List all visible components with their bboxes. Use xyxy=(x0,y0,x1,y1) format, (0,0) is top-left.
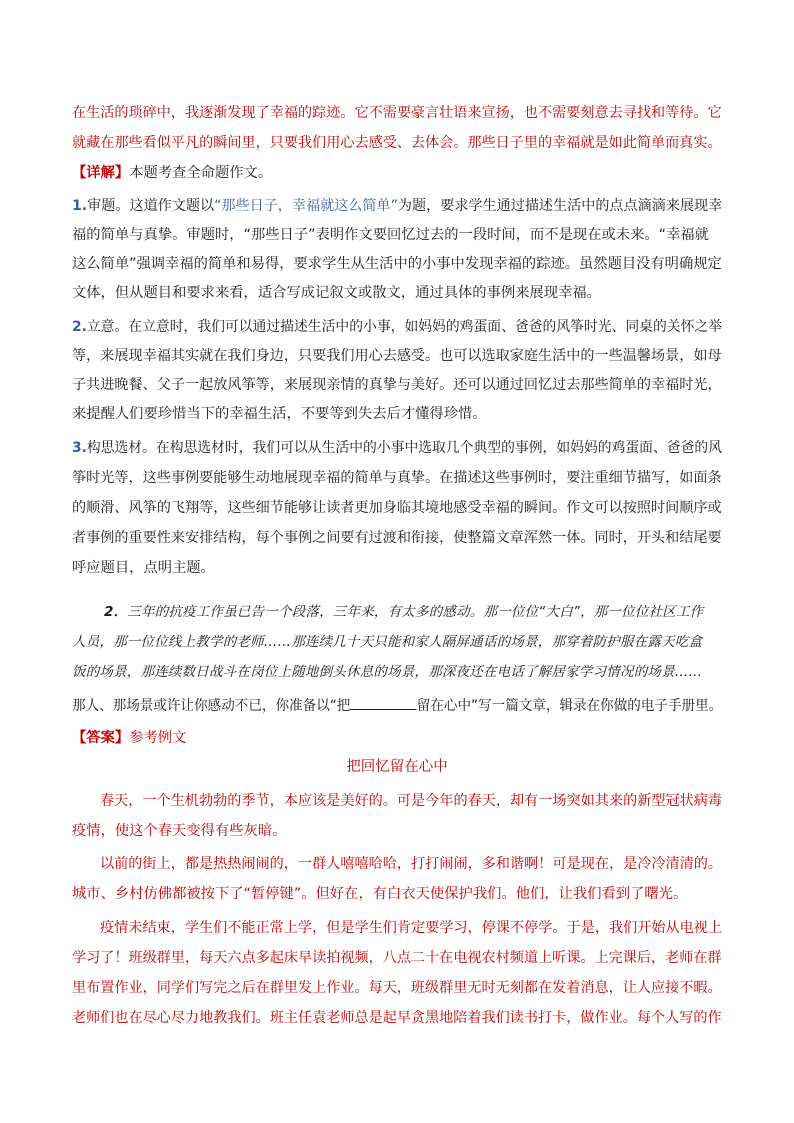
essay-p2-line-2: 城市、乡村仿佛都被按下了“暂停键”。但好在，有白衣天使保护我们。他们，让我们看到了曙光。 xyxy=(72,886,688,902)
essay-p2-line-1: 以前的街上，都是热热闹闹的，一群人嘻嘻哈哈，打打闹闹，多和谐啊！可是现在，是冷冷清清的。 xyxy=(100,856,723,872)
point2-line-4: 来提醒人们要珍惜当下的幸福生活，不要等到失去后才懂得珍惜。 xyxy=(72,406,487,422)
essay-p1-line-1: 春天，一个生机勃勃的季节，本应该是美好的。可是今年的春天，却有一场突如其来的新型冠状病毒 xyxy=(100,793,723,809)
point3-line-4: 者事例的重要性来安排结构，每个事例之间要有过渡和衔接，使整篇文章浑然一体。同时，开头和结尾要 xyxy=(72,530,722,546)
answer-section xyxy=(72,728,186,748)
answer-text: 参考例文 xyxy=(129,730,187,746)
point3-line-2: 筝时光等，这些事例要能够生动地展现幸福的简单与真挚。在描述这些事例时，要注重细节描写，如面条 xyxy=(72,470,722,486)
essay-p3-line-4: 老师们也在尽心尽力地教我们。班主任袁老师总是起早贪黑地陪着我们读书打卡，做作业。每个人写的作 xyxy=(72,1010,722,1026)
fill-in-blank xyxy=(350,695,416,710)
essay-p1-line-2: 疫情，使这个春天变得有些灰暗。 xyxy=(72,823,287,839)
answer-tag: 【答案】 xyxy=(72,730,130,746)
essay-p3-line-1: 疫情未结束，学生们不能正常上学，但是学生们肯定要学习，停课不停学。于是，我们开始从电视上 xyxy=(100,920,723,936)
essay-title: 把回忆留在心中 xyxy=(346,759,448,775)
point2-number: 2. xyxy=(72,319,87,335)
detail-tag: 【详解】 xyxy=(72,165,130,181)
intro-line-1: 在生活的琐碎中，我逐渐发现了幸福的踪迹。它不需要豪言壮语来宣扬，也不需要刻意去寻找和等待。它 xyxy=(72,105,722,121)
question2-line-4 xyxy=(72,695,722,716)
point3-text-1: 构思选材。在构思选材时，我们可以从生活中的小事中选取几个典型的事例，如妈妈的鸡蛋面、爸爸的风 xyxy=(86,440,723,456)
point2-line-1 xyxy=(72,317,722,337)
point3-line-1 xyxy=(72,438,722,458)
detail-text: 本题考查全命题作文。 xyxy=(129,165,273,181)
intro-line-2: 就藏在那些看似平凡的瞬间里，只要我们用心去感受、去体会。那些日子里的幸福就是如此简单而真实。 xyxy=(72,135,722,151)
point1-quote: “那些日子，幸福就这么简单” xyxy=(214,198,398,214)
point2-line-2: 等，来展现幸福其实就在我们身边，只要我们用心去感受。也可以选取家庭生活中的一些温馨场景，如母 xyxy=(72,348,722,364)
essay-p3-line-2: 学习了！班级群里，每天六点多起床早读拍视频，八点二十在电视农村频道上听课。上完课后，老师在群 xyxy=(72,950,722,966)
point2-line-3: 子共进晚餐、父子一起放风筝等，来展现亲情的真挚与美好。还可以通过回忆过去那些简单的幸福时光， xyxy=(72,377,722,393)
point1-head: 审题。这道作文题以 xyxy=(87,198,215,214)
point2-text-1: 立意。在立意时，我们可以通过描述生活中的小事，如妈妈的鸡蛋面、爸爸的风筝时光、同桌的关怀之举 xyxy=(86,319,723,335)
point1-line-4: 文体，但从题目和要求来看，适合写成记叙文或散文，通过具体的事例来展现幸福。 xyxy=(72,285,601,301)
point1-line-3: 这么简单”强调幸福的简单和易得，要求学生从生活中的小事中发现幸福的踪迹。虽然题目没有明确规定 xyxy=(72,256,722,272)
point1-line-1 xyxy=(72,196,722,216)
question2-line-3: 饭的场景，那连续数日战斗在岗位上随地倒头休息的场景，那深夜还在电话了解居家学习情况的场景…… xyxy=(72,664,703,680)
question2-text-4b: 留在心中”写一篇文章，辑录在你做的电子手册里。 xyxy=(416,698,723,714)
question2-number: 2． xyxy=(104,604,128,620)
point1-tail: 为题，要求学生通过描述生活中的点点滴滴来展现幸 xyxy=(397,198,723,214)
point3-number: 3. xyxy=(72,440,87,456)
question2-text-4a: 那人、那场景或许让你感动不已，你准备以“把 xyxy=(72,698,351,714)
point3-line-5: 呼应题目，点明主题。 xyxy=(72,560,215,576)
point1-line-2: 福的简单与真挚。审题时，“那些日子”表明作文要回忆过去的一段时间，而不是现在或未来。“幸福就 xyxy=(72,227,709,243)
detail-section xyxy=(72,163,272,183)
point3-line-3: 的顺滑、风筝的飞翔等，这些细节能够让读者更加身临其境地感受幸福的瞬间。作文可以按照时间顺序或 xyxy=(72,500,722,516)
essay-p3-line-3: 里布置作业，同学们写完之后在群里发上作业。每天，班级群里无时无刻都在发着消息，让人应接不暇。 xyxy=(72,980,722,996)
question2-line-2: 人员，那一位位线上教学的老师……那连续几十天只能和家人隔屏通话的场景，那穿着防护服在露天吃盒 xyxy=(72,634,703,650)
point1-number: 1. xyxy=(72,198,88,214)
question2-line-1 xyxy=(104,602,703,622)
question2-text-1: 三年的抗疫工作虽已告一个段落，三年来，有太多的感动。那一位位“大白”，那一位位社区工作 xyxy=(127,604,704,620)
